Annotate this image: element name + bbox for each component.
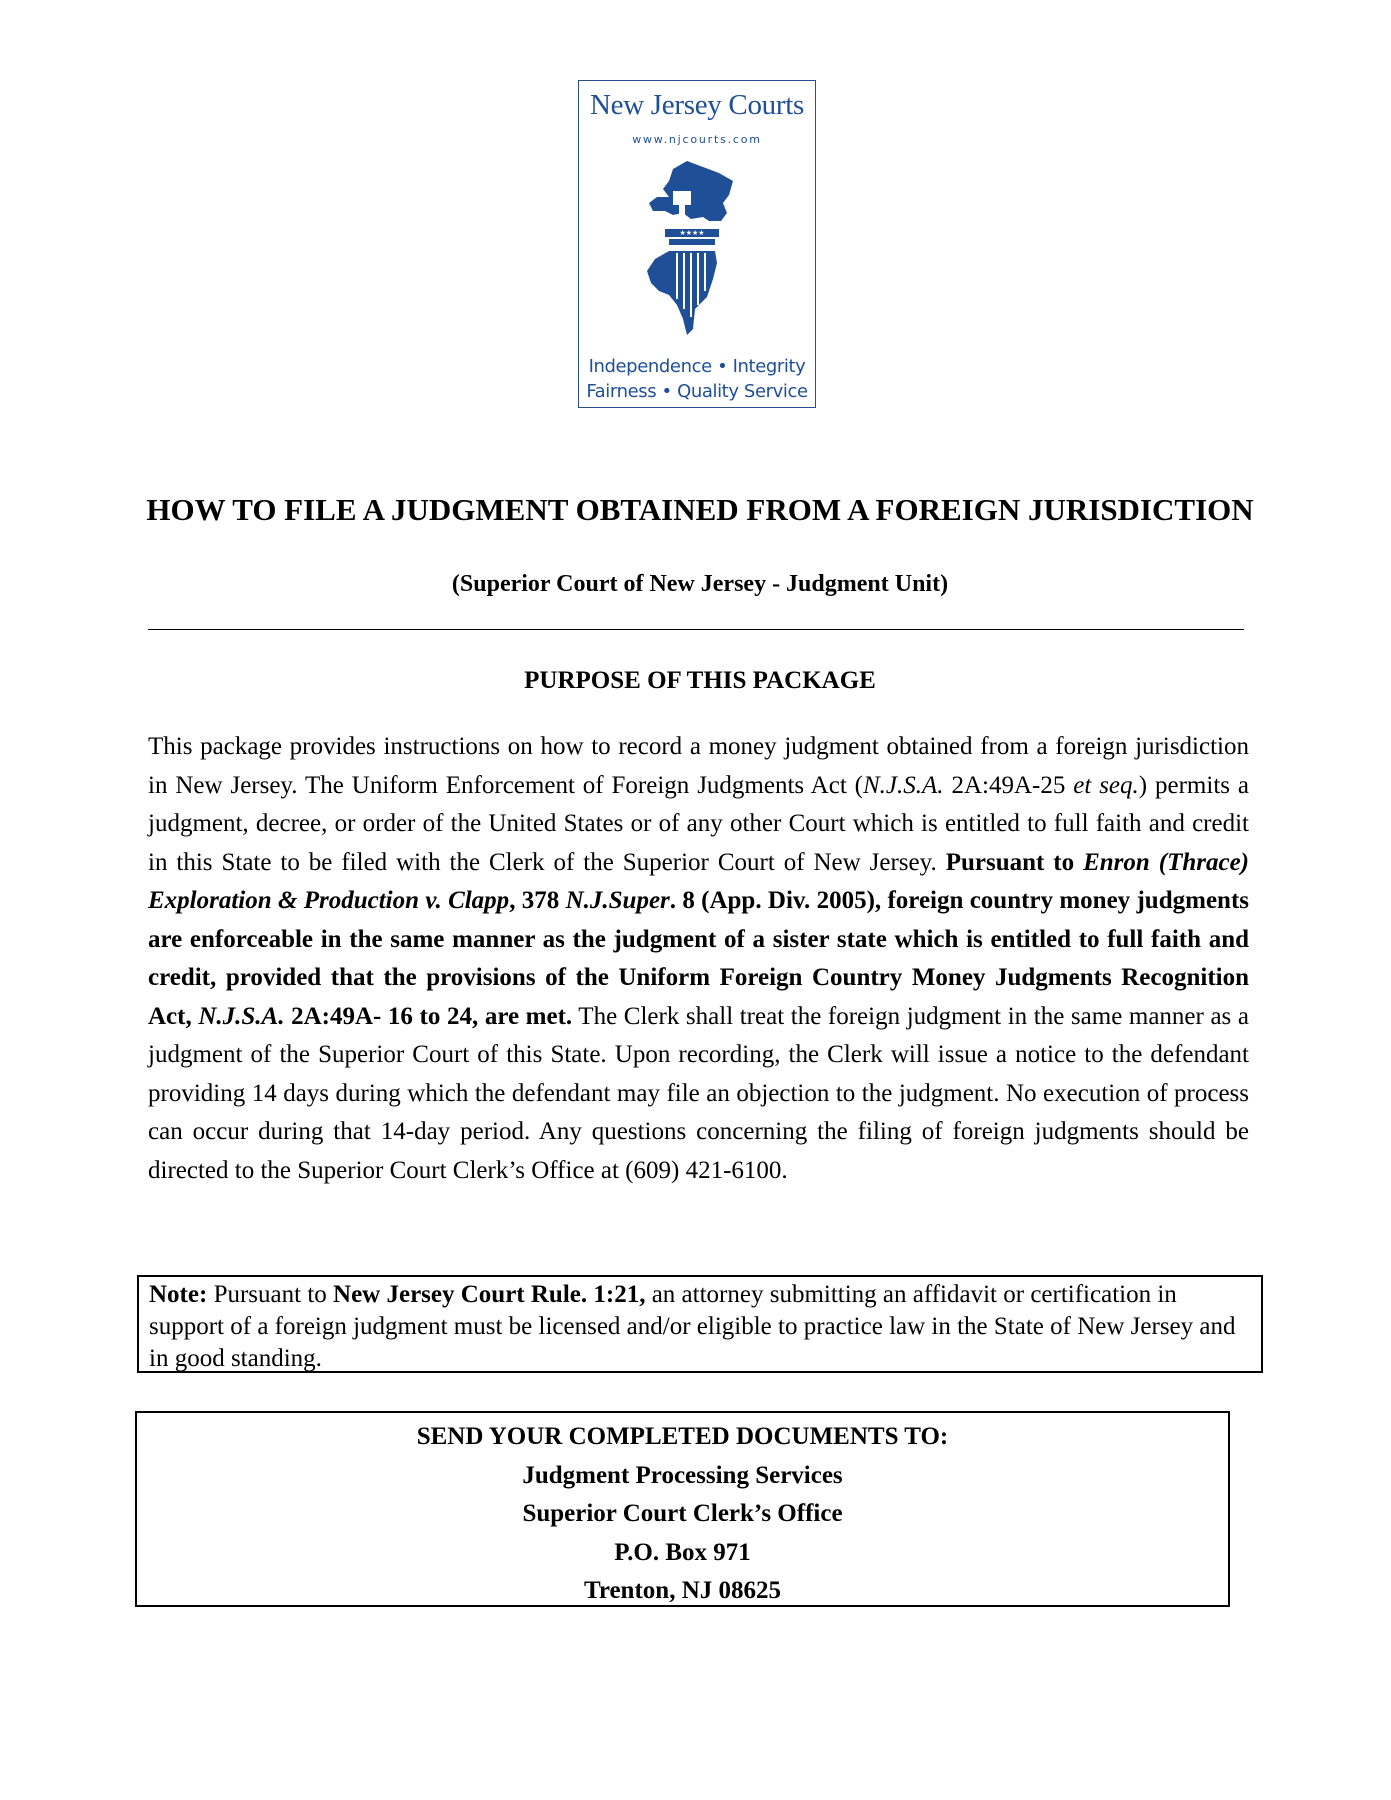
holding-text-3: . 8 (App. Div. 2005), foreign country money judgments are enforceable in the same manner as the judgment of a sister state which is entitled to full faith and credit, provided that the provisions of the Uniform Foreign Country Money Judgments Recognition Act, xyxy=(148,887,1249,1030)
court-rule-reference: New Jersey Court Rule. 1:21, xyxy=(333,1281,646,1308)
mailing-address-box xyxy=(135,1411,1230,1607)
address-line-4: Trenton, NJ 08625 xyxy=(584,1577,781,1604)
column-abacus xyxy=(669,239,715,245)
page-title: HOW TO FILE A JUDGMENT OBTAINED FROM A FOREIGN JURISDICTION xyxy=(146,492,1254,527)
note-label: Note: xyxy=(149,1281,208,1308)
gavel-head xyxy=(673,191,691,205)
purpose-text-1: This package provides instructions on how to record a money judgment obtained from a foreign jurisdiction in New Jersey. The Uniform Enforcement of Foreign Judgments Act ( xyxy=(148,733,1249,799)
note-text-2: an attorney submitting an affidavit or certification in support of a foreign judgment must be licensed and/or eligible to practice law in the State of New Jersey and in good standing. xyxy=(149,1281,1236,1372)
holding-text-1: Pursuant to xyxy=(945,848,1084,876)
case-name: Enron (Thrace) Exploration & Production v. Clapp xyxy=(148,848,1250,914)
holding-text-4: 2A:49A- 16 to 24, are met. xyxy=(284,1002,573,1030)
purpose-text-2: 2A:49A-25 xyxy=(943,771,1074,799)
attorney-note-box xyxy=(137,1275,1263,1373)
page-subtitle: (Superior Court of New Jersey - Judgment Unit) xyxy=(451,571,949,597)
nj-courts-logo xyxy=(578,80,816,408)
stars-icon: ★★★★ xyxy=(679,229,705,237)
purpose-text-3: ) permits a judgment, decree, or order of the United States or of any other Court which is entitled to full faith and credit in this State to be filed with the Clerk of the Superior Court of New Jersey. xyxy=(148,771,1249,876)
logo-motto-line1: Independence • Integrity xyxy=(588,356,806,377)
note-text-1: Pursuant to xyxy=(207,1281,334,1308)
state-shape-south xyxy=(647,251,717,335)
purpose-text-4: The Clerk shall treat the foreign judgment in the same manner as a judgment of the Superior Court of this State. Upon recording, the Clerk will issue a notice to the defendant providing 14 days during which the defendant may file an objection to the judgment. No execution of process can occur during that 14-day period. Any questions concerning the filing of foreign judgments should be directed to the Superior Court Clerk’s Office at (609) 421-6100. xyxy=(148,1002,1249,1184)
statute-cite: N.J.S.A. xyxy=(863,771,944,799)
et-seq: et seq. xyxy=(1073,771,1139,799)
reporter-cite: N.J.Super xyxy=(565,887,670,914)
nj-state-column-emblem-icon xyxy=(643,159,753,337)
address-line-3: P.O. Box 971 xyxy=(614,1538,751,1566)
logo-motto-line2: Fairness • Quality Service xyxy=(586,381,808,402)
logo-title: New Jersey Courts xyxy=(590,89,804,121)
send-heading: SEND YOUR COMPLETED DOCUMENTS TO: xyxy=(416,1423,949,1450)
address-line-2: Superior Court Clerk’s Office xyxy=(522,1500,843,1527)
address-line-1: Judgment Processing Services xyxy=(522,1461,843,1489)
title-divider xyxy=(148,629,1244,630)
recognition-act-cite: N.J.S.A. xyxy=(198,1002,285,1030)
logo-url: www.njcourts.com xyxy=(632,133,762,146)
holding-text-2: , 378 xyxy=(509,887,566,914)
purpose-heading: PURPOSE OF THIS PACKAGE xyxy=(524,667,876,694)
purpose-paragraph xyxy=(148,728,1249,1190)
gavel-handle xyxy=(679,205,685,225)
